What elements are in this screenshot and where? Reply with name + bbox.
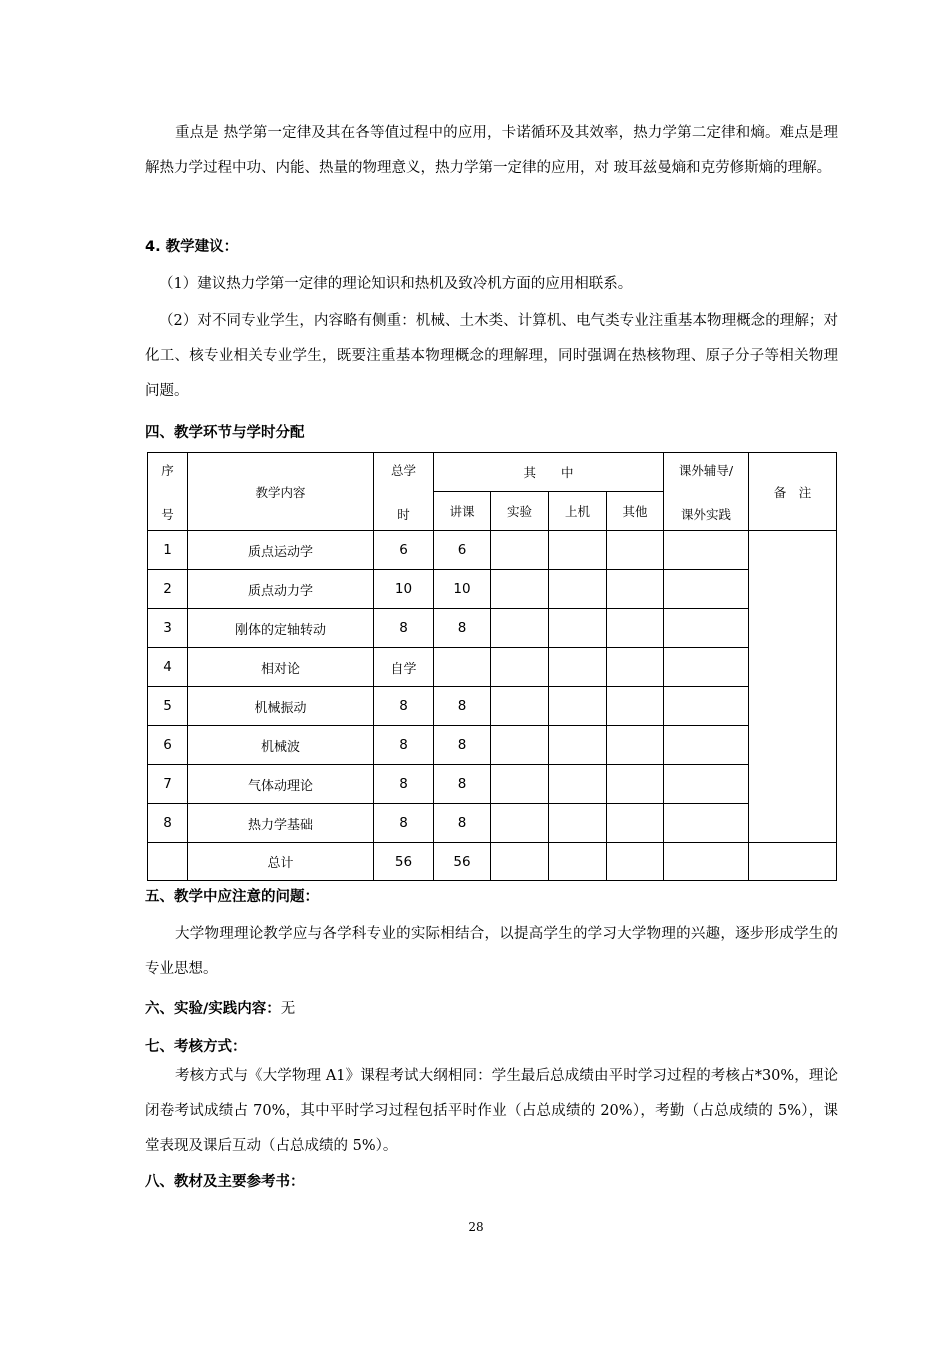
cell-content: 气体动理论 <box>188 765 374 804</box>
cell-lecture <box>434 648 491 687</box>
table-row <box>148 648 837 687</box>
cell-tutoring <box>664 843 749 881</box>
cell-computer <box>549 843 607 881</box>
cell-content: 质点运动学 <box>188 531 374 570</box>
section-5-heading: 五、教学中应注意的问题： <box>145 889 319 905</box>
header-remarks: 备 注 <box>749 453 837 531</box>
cell-computer <box>549 804 607 843</box>
cell-experiment <box>491 570 549 609</box>
cell-other <box>607 804 664 843</box>
cell-hours: 8 <box>374 609 434 648</box>
cell-other <box>607 687 664 726</box>
cell-seq: 3 <box>148 609 188 648</box>
intro-paragraph: 重点是 热学第一定律及其在各等值过程中的应用，卡诺循环及其效率，热力学第二定律和熵。难点是理解热力学过程中功、内能、热量的物理意义，热力学第一定律的应用，对 玻耳兹曼熵和克劳修斯熵的理解。 <box>145 125 838 176</box>
schedule-table <box>147 452 837 881</box>
cell-tutoring <box>664 765 749 804</box>
cell-hours: 8 <box>374 726 434 765</box>
header-among: 其 中 <box>434 453 664 492</box>
cell-tutoring <box>664 570 749 609</box>
cell-experiment <box>491 531 549 570</box>
cell-seq: 5 <box>148 687 188 726</box>
cell-seq: 6 <box>148 726 188 765</box>
cell-total-hours: 56 <box>374 843 434 881</box>
section-5-paragraph: 大学物理理论教学应与各学科专业的实际相结合，以提高学生的学习大学物理的兴趣，逐步形成学生的专业思想。 <box>145 926 838 977</box>
section-4-item-2: （2）对不同专业学生，内容略有侧重：机械、土木类、计算机、电气类专业注重基本物理概念的理解；对化工、核专业相关专业学生，既要注重基本物理概念的理解理，同时强调在热核物理、原子分子等相关物理问题。 <box>145 313 838 399</box>
cell-seq <box>148 843 188 881</box>
cell-lecture: 8 <box>434 687 491 726</box>
cell-other <box>607 765 664 804</box>
cell-lecture: 8 <box>434 765 491 804</box>
header-other: 其他 <box>607 492 664 531</box>
cell-tutoring <box>664 687 749 726</box>
cell-hours: 8 <box>374 765 434 804</box>
cell-lecture: 8 <box>434 804 491 843</box>
cell-content: 热力学基础 <box>188 804 374 843</box>
cell-other <box>607 843 664 881</box>
cell-content: 相对论 <box>188 648 374 687</box>
cell-computer <box>549 726 607 765</box>
section-4-item-1: （1）建议热力学第一定律的理论知识和热机及致冷机方面的应用相联系。 <box>159 276 633 292</box>
cell-tutoring <box>664 609 749 648</box>
cell-seq: 1 <box>148 531 188 570</box>
header-tutoring: 课外辅导/ 课外实践 <box>664 453 749 531</box>
cell-seq: 7 <box>148 765 188 804</box>
cell-content: 质点动力学 <box>188 570 374 609</box>
cell-computer <box>549 648 607 687</box>
cell-content: 刚体的定轴转动 <box>188 609 374 648</box>
table-row <box>148 531 837 570</box>
section-7-paragraph: 考核方式与《大学物理 A1》课程考试大纲相同：学生最后总成绩由平时学习过程的考核占*30%，理论闭卷考试成绩占 70%，其中平时学习过程包括平时作业（占总成绩的 20%），考勤（占总成绩的 5%），课堂表现及课后互动（占总成绩的 5%）。 <box>145 1068 838 1154</box>
table-row <box>148 609 837 648</box>
cell-other <box>607 531 664 570</box>
cell-seq: 4 <box>148 648 188 687</box>
cell-experiment <box>491 843 549 881</box>
page-number: 28 <box>468 1220 484 1234</box>
header-lecture: 讲课 <box>434 492 491 531</box>
section-6-value: 无 <box>280 1001 296 1017</box>
table-row <box>148 687 837 726</box>
header-computer: 上机 <box>549 492 607 531</box>
table-header-row-1 <box>148 453 837 492</box>
cell-remarks <box>749 843 837 881</box>
header-experiment: 实验 <box>491 492 549 531</box>
cell-other <box>607 648 664 687</box>
cell-tutoring <box>664 804 749 843</box>
cell-other <box>607 726 664 765</box>
cell-hours: 6 <box>374 531 434 570</box>
section-8-heading: 八、教材及主要参考书： <box>145 1174 305 1190</box>
header-seq: 序 号 <box>148 453 188 531</box>
cell-hours: 8 <box>374 804 434 843</box>
cell-hours: 10 <box>374 570 434 609</box>
table-row <box>148 570 837 609</box>
table-row <box>148 726 837 765</box>
cell-other <box>607 609 664 648</box>
cell-computer <box>549 687 607 726</box>
cell-total-label: 总计 <box>188 843 374 881</box>
table-row <box>148 804 837 843</box>
section-6-line <box>145 998 838 1020</box>
section-4-heading: 4. 教学建议： <box>145 239 239 255</box>
cell-tutoring <box>664 531 749 570</box>
cell-computer <box>549 765 607 804</box>
cell-lecture: 8 <box>434 609 491 648</box>
cell-tutoring <box>664 648 749 687</box>
cell-lecture: 6 <box>434 531 491 570</box>
cell-seq: 2 <box>148 570 188 609</box>
table-row <box>148 765 837 804</box>
header-total-hours: 总学 时 <box>374 453 434 531</box>
cell-lecture: 8 <box>434 726 491 765</box>
cell-content: 机械波 <box>188 726 374 765</box>
cell-experiment <box>491 765 549 804</box>
header-content: 教学内容 <box>188 453 374 531</box>
cell-experiment <box>491 648 549 687</box>
cell-experiment <box>491 726 549 765</box>
cell-computer <box>549 609 607 648</box>
cell-experiment <box>491 609 549 648</box>
cell-seq: 8 <box>148 804 188 843</box>
cell-hours: 自学 <box>374 648 434 687</box>
cell-computer <box>549 570 607 609</box>
section-4b-heading: 四、教学环节与学时分配 <box>145 425 305 441</box>
cell-lecture: 10 <box>434 570 491 609</box>
cell-total-lecture: 56 <box>434 843 491 881</box>
cell-tutoring <box>664 726 749 765</box>
cell-hours: 8 <box>374 687 434 726</box>
cell-content: 机械振动 <box>188 687 374 726</box>
cell-computer <box>549 531 607 570</box>
cell-experiment <box>491 804 549 843</box>
cell-experiment <box>491 687 549 726</box>
section-6-heading: 六、实验/实践内容： <box>145 1001 281 1017</box>
cell-remarks-merged <box>749 531 837 843</box>
cell-other <box>607 570 664 609</box>
table-total-row <box>148 843 837 881</box>
section-7-heading: 七、考核方式： <box>145 1039 247 1055</box>
